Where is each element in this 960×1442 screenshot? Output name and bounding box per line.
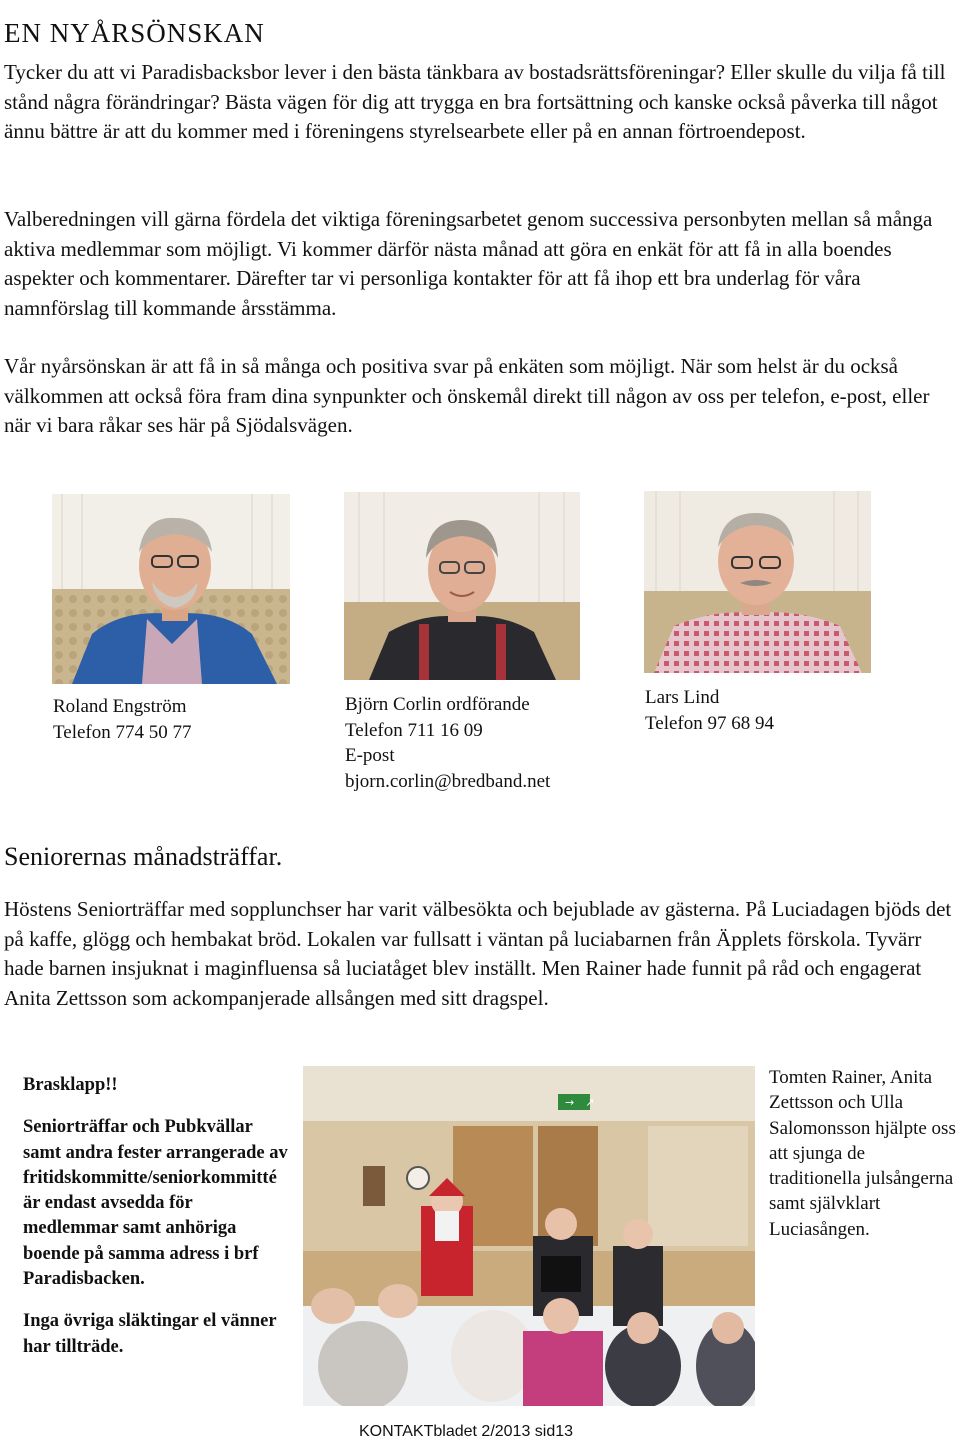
- contact-name: Lars Lind: [645, 687, 720, 708]
- seniors-paragraph: Höstens Seniorträffar med sopplunchser har varit välbesökta och bejublade av gästerna. På Luciadagen bjöds det på kaffe, glögg och hembakat bröd. Lokalen var fullsatt i väntan på luciabarnen från Äpplets förskola. Tyvärr hade barnen insjuknat i maginfluensa så luciatåget blev inställt. Men Rainer hade funnit på råd och engagerat Anita Zettsson som ackompanjerade allsången med sitt dragspel.: [4, 897, 952, 1010]
- notice-box: [23, 1073, 288, 1377]
- contact-roland: [53, 694, 192, 745]
- notice-footer: Inga övriga släktingar el vänner har tillträde.: [23, 1311, 277, 1357]
- page-footer: KONTAKTbladet 2/2013 sid13: [359, 1423, 574, 1440]
- nomination-paragraph: Valberedningen vill gärna fördela det viktiga föreningsarbetet genom successiva personbyten mellan så många aktiva medlemmar som möjligt. Vi kommer därför nästa månad att göra en enkät för att få in alla boendes aspekter och kommentarer. Därefter tar vi personliga kontakter för att få ihop ett bra underlag för våra namnförslag till kommande årsstämma.: [4, 207, 933, 320]
- intro-paragraph: Tycker du att vi Paradisbacksbor lever i den bästa tänkbara av bostadsrättsföreningar? Eller skulle du vilja få till stånd några förändringar? Bästa vägen för dig att trygga en bra fortsättning och kanske också påverka till något ännu bättre är att du kommer med i föreningens styrelsearbete eller på en annan förtroendepost.: [4, 60, 946, 143]
- contact-name: Björn Corlin ordförande: [345, 694, 530, 715]
- article-title: EN NYÅRSÖNSKAN: [4, 18, 265, 49]
- contact-phone: Telefon 774 50 77: [53, 721, 192, 743]
- contact-lars: [645, 685, 774, 736]
- contact-email-label: E-post: [345, 745, 395, 766]
- bjorn-portrait-photo: [344, 492, 580, 680]
- contact-email: bjorn.corlin@bredband.net: [345, 770, 551, 792]
- lucia-party-photo: [303, 1066, 755, 1406]
- roland-portrait-photo: [52, 494, 290, 684]
- contact-phone: Telefon 711 16 09: [345, 719, 483, 741]
- contact-bjorn: [345, 692, 550, 794]
- photo-caption: Tomten Rainer, Anita Zettsson och Ulla Salomonsson hjälpte oss att sjunga de traditionella julsångerna samt självklart Luciasången.: [769, 1067, 956, 1240]
- lars-portrait-photo: [644, 491, 871, 673]
- wish-paragraph: Vår nyårsönskan är att få in så många och positiva svar på enkäten som möjligt. När som helst är du också välkommen att också föra fram dina synpunkter och önskemål direkt till någon av oss per telefon, e-post, eller när vi bara råkar ses här på Sjödalsvägen.: [4, 354, 930, 437]
- contact-phone: Telefon 97 68 94: [645, 712, 775, 734]
- notice-body: Seniorträffar och Pubkvällar samt andra fester arrangerade av fritidskommitte/seniorkommitté är endast avsedda för medlemmar samt anhöriga boende på samma adress i brf Paradisbacken.: [23, 1117, 288, 1290]
- notice-heading: Brasklapp!!: [23, 1075, 118, 1095]
- seniors-heading: Seniorernas månadsträffar.: [4, 842, 283, 871]
- exit-sign-text: → ↗: [565, 1096, 595, 1109]
- contact-name: Roland Engström: [53, 696, 187, 717]
